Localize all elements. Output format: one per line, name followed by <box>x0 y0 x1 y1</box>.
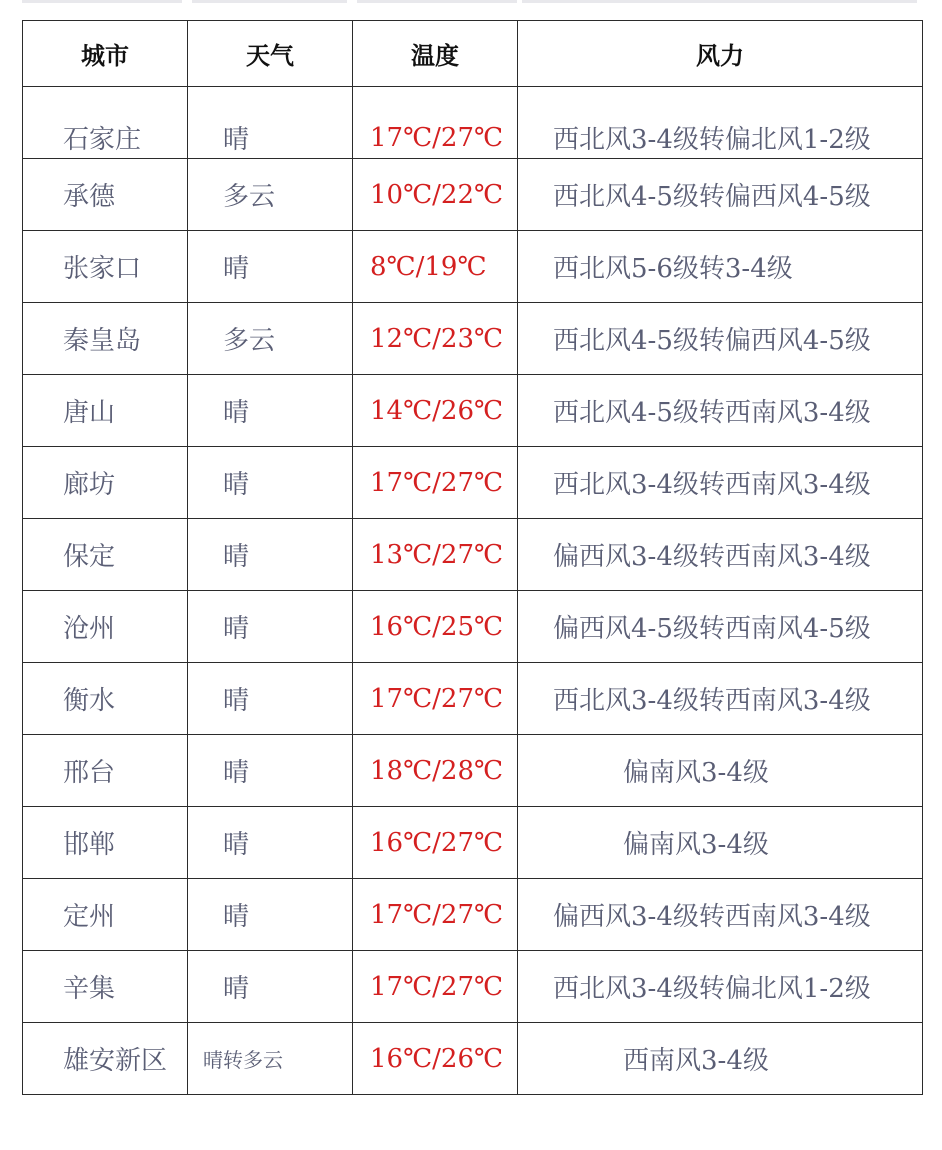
city-cell-text: 秦皇岛 <box>63 326 142 356</box>
city-cell <box>23 879 188 951</box>
temperature-cell-text: 18℃/28℃ <box>370 755 504 786</box>
top-divider-strip <box>22 0 182 3</box>
wind-cell-text: 西北风4-5级转偏西风4-5级 <box>553 182 871 212</box>
table-row <box>23 447 923 519</box>
city-cell-text: 定州 <box>63 902 116 932</box>
table-row <box>23 375 923 447</box>
table-row <box>23 951 923 1023</box>
weather-cell-text: 晴 <box>223 902 250 932</box>
city-cell <box>23 303 188 375</box>
wind-cell-text: 偏南风3-4级 <box>623 830 769 860</box>
table-row <box>23 663 923 735</box>
wind-cell-text: 西北风4-5级转偏西风4-5级 <box>553 326 871 356</box>
top-divider-strip <box>357 0 517 3</box>
wind-cell-text: 西北风4-5级转西南风3-4级 <box>553 398 871 428</box>
city-cell <box>23 519 188 591</box>
table-row <box>23 303 923 375</box>
city-cell-text: 唐山 <box>63 398 116 428</box>
header-city: 城市 <box>23 21 188 87</box>
temperature-cell <box>353 375 518 447</box>
temperature-cell-text: 17℃/27℃ <box>370 899 504 930</box>
temperature-cell-text: 12℃/23℃ <box>370 323 504 354</box>
temperature-cell <box>353 231 518 303</box>
city-cell <box>23 375 188 447</box>
weather-cell-text: 晴转多云 <box>203 1048 283 1072</box>
temperature-cell-text: 16℃/25℃ <box>370 611 504 642</box>
city-cell-text: 承德 <box>63 182 116 212</box>
wind-cell <box>518 879 923 951</box>
temperature-cell-text: 14℃/26℃ <box>370 395 504 426</box>
table-row <box>23 807 923 879</box>
city-cell <box>23 807 188 879</box>
weather-cell-text: 晴 <box>223 830 250 860</box>
weather-cell <box>188 231 353 303</box>
city-cell-text: 保定 <box>63 542 116 572</box>
temperature-cell <box>353 303 518 375</box>
weather-cell <box>188 375 353 447</box>
wind-cell-text: 西南风3-4级 <box>623 1046 769 1076</box>
weather-cell-text: 晴 <box>223 542 250 572</box>
temperature-cell <box>353 879 518 951</box>
city-cell-text: 辛集 <box>63 974 116 1004</box>
temperature-cell <box>353 87 518 159</box>
city-cell <box>23 447 188 519</box>
temperature-cell <box>353 519 518 591</box>
weather-cell-text: 多云 <box>223 182 276 212</box>
city-cell <box>23 663 188 735</box>
weather-cell <box>188 303 353 375</box>
weather-forecast-table <box>22 20 923 1095</box>
wind-cell <box>518 807 923 879</box>
table-row <box>23 231 923 303</box>
temperature-cell <box>353 807 518 879</box>
weather-cell <box>188 1023 353 1095</box>
wind-cell <box>518 663 923 735</box>
weather-cell <box>188 879 353 951</box>
weather-cell-text: 晴 <box>223 614 250 644</box>
weather-cell-text: 晴 <box>223 686 250 716</box>
temperature-cell-text: 17℃/27℃ <box>370 122 504 153</box>
temperature-cell-text: 17℃/27℃ <box>370 683 504 714</box>
weather-cell <box>188 663 353 735</box>
top-divider-strip <box>522 0 917 3</box>
temperature-cell <box>353 663 518 735</box>
weather-cell-text: 多云 <box>223 326 276 356</box>
city-cell-text: 邯郸 <box>63 830 116 860</box>
wind-cell <box>518 231 923 303</box>
wind-cell-text: 西北风3-4级转偏北风1-2级 <box>553 125 871 155</box>
temperature-cell-text: 17℃/27℃ <box>370 971 504 1002</box>
weather-cell-text: 晴 <box>223 125 250 155</box>
weather-cell <box>188 951 353 1023</box>
weather-cell <box>188 735 353 807</box>
wind-cell-text: 偏南风3-4级 <box>623 758 769 788</box>
wind-cell-text: 偏西风3-4级转西南风3-4级 <box>553 902 871 932</box>
city-cell-text: 邢台 <box>63 758 116 788</box>
wind-cell-text: 偏西风4-5级转西南风4-5级 <box>553 614 871 644</box>
table-row <box>23 87 923 159</box>
city-cell-text: 张家口 <box>63 254 142 284</box>
wind-cell <box>518 735 923 807</box>
table-row <box>23 591 923 663</box>
wind-cell <box>518 87 923 159</box>
table-row <box>23 879 923 951</box>
wind-cell-text: 西北风3-4级转西南风3-4级 <box>553 686 871 716</box>
city-cell <box>23 159 188 231</box>
wind-cell <box>518 447 923 519</box>
city-cell-text: 雄安新区 <box>63 1046 168 1076</box>
temperature-cell-text: 8℃/19℃ <box>370 251 487 282</box>
table-row <box>23 735 923 807</box>
temperature-cell-text: 10℃/22℃ <box>370 179 504 210</box>
header-temperature: 温度 <box>353 21 518 87</box>
top-divider-strip <box>192 0 347 3</box>
city-cell-text: 廊坊 <box>63 470 116 500</box>
weather-cell <box>188 519 353 591</box>
wind-cell-text: 西北风3-4级转偏北风1-2级 <box>553 974 871 1004</box>
city-cell-text: 衡水 <box>63 686 116 716</box>
city-cell <box>23 231 188 303</box>
temperature-cell <box>353 591 518 663</box>
table-row <box>23 159 923 231</box>
header-wind: 风力 <box>518 21 923 87</box>
temperature-cell-text: 17℃/27℃ <box>370 467 504 498</box>
weather-cell <box>188 591 353 663</box>
weather-cell <box>188 807 353 879</box>
wind-cell-text: 西北风5-6级转3-4级 <box>553 254 793 284</box>
temperature-cell-text: 13℃/27℃ <box>370 539 504 570</box>
weather-cell-text: 晴 <box>223 974 250 1004</box>
table-row <box>23 519 923 591</box>
weather-cell-text: 晴 <box>223 470 250 500</box>
weather-cell-text: 晴 <box>223 398 250 428</box>
city-cell <box>23 735 188 807</box>
wind-cell-text: 西北风3-4级转西南风3-4级 <box>553 470 871 500</box>
wind-cell <box>518 519 923 591</box>
wind-cell <box>518 375 923 447</box>
temperature-cell-text: 16℃/27℃ <box>370 827 504 858</box>
header-weather: 天气 <box>188 21 353 87</box>
weather-cell-text: 晴 <box>223 758 250 788</box>
wind-cell <box>518 303 923 375</box>
temperature-cell <box>353 1023 518 1095</box>
city-cell-text: 沧州 <box>63 614 116 644</box>
table-row <box>23 1023 923 1095</box>
temperature-cell <box>353 447 518 519</box>
wind-cell <box>518 951 923 1023</box>
wind-cell <box>518 1023 923 1095</box>
temperature-cell-text: 16℃/26℃ <box>370 1043 504 1074</box>
weather-cell <box>188 447 353 519</box>
temperature-cell <box>353 735 518 807</box>
temperature-cell <box>353 951 518 1023</box>
temperature-cell <box>353 159 518 231</box>
city-cell <box>23 1023 188 1095</box>
wind-cell-text: 偏西风3-4级转西南风3-4级 <box>553 542 871 572</box>
weather-cell <box>188 87 353 159</box>
table-header-row <box>23 21 923 87</box>
table-body <box>23 87 923 1095</box>
city-cell <box>23 591 188 663</box>
weather-cell <box>188 159 353 231</box>
city-cell-text: 石家庄 <box>63 125 142 155</box>
wind-cell <box>518 591 923 663</box>
weather-cell-text: 晴 <box>223 254 250 284</box>
city-cell <box>23 87 188 159</box>
wind-cell <box>518 159 923 231</box>
city-cell <box>23 951 188 1023</box>
